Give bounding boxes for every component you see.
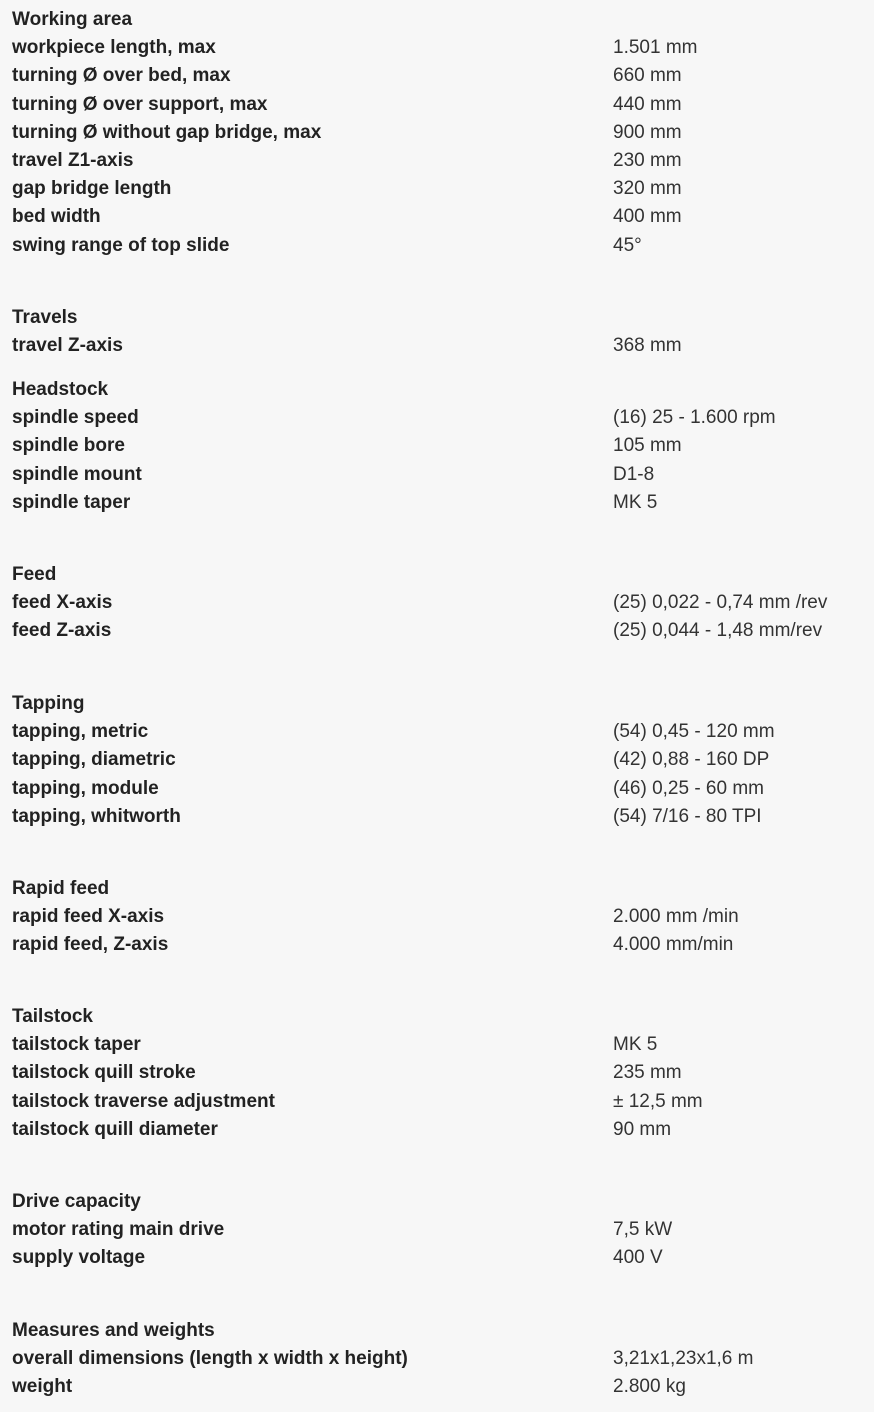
spec-value: MK 5 (613, 491, 658, 513)
spec-value: 90 mm (613, 1118, 672, 1140)
spec-row (0, 332, 874, 360)
spec-value: 7,5 kW (613, 1219, 673, 1241)
spec-value: ± 12,5 mm (613, 1090, 703, 1112)
spec-row (0, 1116, 874, 1144)
spec-value: D1-8 (613, 463, 655, 485)
spec-label: tapping, diametric (12, 749, 176, 771)
spec-row (0, 62, 874, 90)
spec-value: 368 mm (613, 335, 682, 357)
spec-label: travel Z1-axis (12, 149, 134, 171)
spec-label: overall dimensions (length x width x height) (12, 1348, 408, 1370)
spec-label: bed width (12, 206, 101, 228)
spec-row (0, 175, 874, 203)
section-rapid-feed (0, 875, 874, 960)
spec-label: tailstock traverse adjustment (12, 1090, 275, 1112)
spec-value: 4.000 mm/min (613, 934, 734, 956)
spec-row (0, 404, 874, 432)
spec-label: tailstock taper (12, 1034, 141, 1056)
spec-value: 3,21x1,23x1,6 m (613, 1348, 754, 1370)
spec-row (0, 1059, 874, 1087)
spec-row (0, 1373, 874, 1401)
spec-value: (25) 0,044 - 1,48 mm/rev (613, 620, 823, 642)
spec-row (0, 203, 874, 231)
spec-row (0, 119, 874, 147)
spec-value: (16) 25 - 1.600 rpm (613, 407, 776, 429)
spec-label: tailstock quill diameter (12, 1118, 218, 1140)
spec-value: 2.800 kg (613, 1376, 686, 1398)
spec-label: feed Z-axis (12, 620, 112, 642)
section-heading: Feed (12, 564, 57, 585)
spec-value: 1.501 mm (613, 37, 698, 59)
spec-value: 105 mm (613, 435, 682, 457)
spec-value: (25) 0,022 - 0,74 mm /rev (613, 592, 828, 614)
spec-label: turning Ø without gap bridge, max (12, 121, 322, 143)
spec-label: spindle speed (12, 407, 139, 429)
spec-label: gap bridge length (12, 178, 172, 200)
spec-value: 660 mm (613, 65, 682, 87)
spec-value: MK 5 (613, 1034, 658, 1056)
spec-row (0, 617, 874, 645)
spec-label: weight (12, 1376, 73, 1398)
spec-row (0, 461, 874, 489)
spec-value: (54) 7/16 - 80 TPI (613, 805, 762, 827)
spec-value: 235 mm (613, 1062, 682, 1084)
spec-row (0, 589, 874, 617)
spec-label: turning Ø over bed, max (12, 65, 231, 87)
spec-row (0, 903, 874, 931)
spec-label: supply voltage (12, 1247, 146, 1269)
spec-value: 400 mm (613, 206, 682, 228)
spec-row (0, 1031, 874, 1059)
section-drive-capacity (0, 1188, 874, 1273)
spec-label: swing range of top slide (12, 234, 230, 256)
spec-label: tapping, whitworth (12, 805, 181, 827)
spec-label: tailstock quill stroke (12, 1062, 196, 1084)
spec-value: 2.000 mm /min (613, 906, 739, 928)
spec-row (0, 931, 874, 959)
spec-value: 440 mm (613, 93, 682, 115)
spec-row (0, 91, 874, 119)
section-heading: Rapid feed (12, 878, 110, 899)
section-heading: Headstock (12, 379, 109, 400)
spec-value: 45° (613, 234, 642, 256)
spec-row (0, 718, 874, 746)
section-heading: Working area (12, 9, 133, 30)
spec-row (0, 232, 874, 260)
spec-value: 400 V (613, 1247, 663, 1269)
spec-row (0, 34, 874, 62)
spec-value: 230 mm (613, 149, 682, 171)
spec-label: tapping, metric (12, 721, 149, 743)
spec-row (0, 432, 874, 460)
spec-row (0, 1216, 874, 1244)
section-headstock (0, 376, 874, 517)
section-heading: Travels (12, 307, 78, 328)
spec-label: workpiece length, max (12, 37, 216, 59)
spec-label: tapping, module (12, 777, 159, 799)
spec-label: spindle mount (12, 463, 142, 485)
section-tailstock (0, 1003, 874, 1144)
section-heading: Tapping (12, 693, 85, 714)
section-heading: Measures and weights (12, 1320, 215, 1341)
spec-label: travel Z-axis (12, 335, 123, 357)
spec-value: (54) 0,45 - 120 mm (613, 721, 775, 743)
section-measures-and-weights (0, 1317, 874, 1402)
spec-label: spindle taper (12, 491, 131, 513)
spec-label: spindle bore (12, 435, 125, 457)
spec-row (0, 489, 874, 517)
spec-value: 320 mm (613, 178, 682, 200)
section-tapping (0, 690, 874, 831)
section-heading: Drive capacity (12, 1191, 141, 1212)
spec-row (0, 746, 874, 774)
spec-label: motor rating main drive (12, 1219, 225, 1241)
spec-row (0, 147, 874, 175)
spec-label: rapid feed X-axis (12, 906, 165, 928)
spec-label: rapid feed, Z-axis (12, 934, 169, 956)
spec-row (0, 803, 874, 831)
section-travels (0, 304, 874, 360)
section-heading: Tailstock (12, 1006, 93, 1027)
spec-label: feed X-axis (12, 592, 113, 614)
spec-row (0, 1244, 874, 1272)
section-working-area (0, 6, 874, 260)
section-feed (0, 561, 874, 646)
spec-value: (46) 0,25 - 60 mm (613, 777, 764, 799)
spec-row (0, 1088, 874, 1116)
spec-row (0, 775, 874, 803)
spec-value: (42) 0,88 - 160 DP (613, 749, 770, 771)
spec-label: turning Ø over support, max (12, 93, 268, 115)
spec-row (0, 1345, 874, 1373)
spec-value: 900 mm (613, 121, 682, 143)
